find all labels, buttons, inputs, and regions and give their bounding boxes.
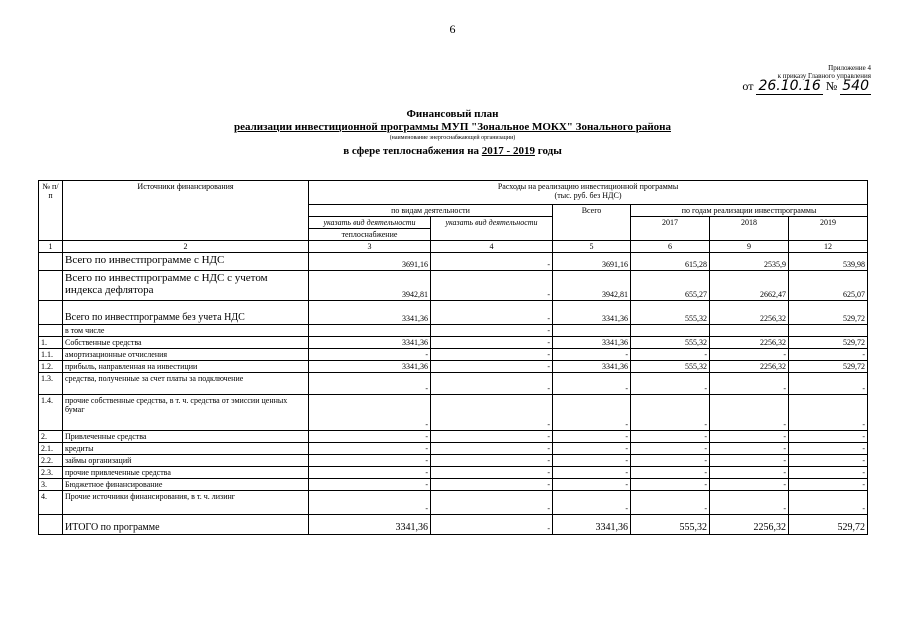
cell-activity-1: 3341,36 <box>309 301 431 325</box>
order-date: 26.10.16 <box>758 78 821 94</box>
row-label: прочие привлеченные средства <box>63 467 309 479</box>
cell-2017: - <box>631 455 710 467</box>
cell-activity-2: - <box>431 443 553 455</box>
row-label: прибыль, направленная на инвестиции <box>63 361 309 373</box>
row-num: 2.1. <box>39 443 63 455</box>
header-activity-hint-1: указать вид деятельности <box>309 217 431 229</box>
table-row <box>39 443 868 455</box>
cell-total: 3341,36 <box>553 301 631 325</box>
cell-2017: - <box>631 373 710 395</box>
cell-2019: 539,98 <box>789 253 868 271</box>
header-source: Источники финансирования <box>63 181 309 241</box>
col-number: 2 <box>63 241 309 253</box>
row-num <box>39 253 63 271</box>
row-label: Бюджетное финансирование <box>63 479 309 491</box>
page-number: 6 <box>449 22 456 36</box>
cell-2018: - <box>710 349 789 361</box>
cell-2019: - <box>789 479 868 491</box>
cell-activity-2: - <box>431 301 553 325</box>
cell-activity-1 <box>309 325 431 337</box>
cell-2019: - <box>789 395 868 431</box>
table-row <box>39 467 868 479</box>
row-num <box>39 325 63 337</box>
cell-activity-2: - <box>431 431 553 443</box>
table-row <box>39 301 868 325</box>
col-number: 5 <box>553 241 631 253</box>
cell-total: 3341,36 <box>553 515 631 535</box>
cell-activity-2: - <box>431 479 553 491</box>
cell-2018: - <box>710 455 789 467</box>
cell-activity-2: - <box>431 271 553 301</box>
appendix-signature-line <box>742 80 871 93</box>
row-label: в том числе <box>63 325 309 337</box>
cell-activity-1: 3691,16 <box>309 253 431 271</box>
appendix-line1: Приложение 4 <box>828 64 871 72</box>
cell-2019: 529,72 <box>789 515 868 535</box>
table-row <box>39 479 868 491</box>
row-num: 1.4. <box>39 395 63 431</box>
cell-2018: - <box>710 491 789 515</box>
row-num: 3. <box>39 479 63 491</box>
cell-2019: - <box>789 467 868 479</box>
heading-note: (наименование энергоснабжающей организации) <box>389 135 516 141</box>
row-num: 1.3. <box>39 373 63 395</box>
row-label: Всего по инвестпрограмме с НДС с учетом индекса дефлятора <box>63 271 309 301</box>
cell-2018: 2256,32 <box>710 515 789 535</box>
cell-2018: 2535,9 <box>710 253 789 271</box>
cell-activity-1: 3341,36 <box>309 337 431 349</box>
cell-2017: - <box>631 479 710 491</box>
cell-activity-1: - <box>309 349 431 361</box>
heading-subtitle: реализации инвестиционной программы МУП "Зональное МОКХ" Зонального района <box>234 121 671 133</box>
cell-2017: - <box>631 467 710 479</box>
header-activity-value-1: теплоснабжение <box>309 229 431 241</box>
header-expenses-unit: (тыс. руб. без НДС) <box>554 191 622 200</box>
cell-2018: - <box>710 395 789 431</box>
cell-activity-1: - <box>309 431 431 443</box>
col-number: 9 <box>710 241 789 253</box>
row-label: Прочие источники финансирования, в т. ч. лизинг <box>63 491 309 515</box>
table-row <box>39 455 868 467</box>
row-num <box>39 301 63 325</box>
table-row <box>39 361 868 373</box>
header-total: Всего <box>553 205 631 241</box>
cell-activity-1: - <box>309 395 431 431</box>
cell-activity-2: - <box>431 325 553 337</box>
cell-2017: - <box>631 431 710 443</box>
cell-total: 3341,36 <box>553 361 631 373</box>
cell-activity-1: 3341,36 <box>309 361 431 373</box>
header-year-2019: 2019 <box>789 217 868 241</box>
row-label: средства, полученные за счет платы за подключение <box>63 373 309 395</box>
cell-2018: - <box>710 431 789 443</box>
table-row <box>39 337 868 349</box>
cell-total: - <box>553 395 631 431</box>
cell-activity-1: - <box>309 479 431 491</box>
cell-2018: - <box>710 373 789 395</box>
cell-total: - <box>553 443 631 455</box>
period-suffix: годы <box>537 145 562 157</box>
row-label: прочие собственные средства, в т. ч. средства от эмиссии ценных бумаг <box>63 395 309 431</box>
cell-2017: 555,32 <box>631 337 710 349</box>
cell-total: - <box>553 373 631 395</box>
row-label: Собственные средства <box>63 337 309 349</box>
row-label: Всего по инвестпрограмме с НДС <box>63 253 309 271</box>
col-number: 1 <box>39 241 63 253</box>
cell-2017: 555,32 <box>631 515 710 535</box>
cell-total: - <box>553 455 631 467</box>
cell-2018: - <box>710 467 789 479</box>
table-row <box>39 395 868 431</box>
cell-total: 3942,81 <box>553 271 631 301</box>
cell-activity-2: - <box>431 395 553 431</box>
cell-activity-1: - <box>309 373 431 395</box>
cell-total: - <box>553 349 631 361</box>
table-row <box>39 491 868 515</box>
period-value: 2017 - 2019 <box>481 145 535 157</box>
table-row-total <box>39 515 868 535</box>
cell-2019 <box>789 325 868 337</box>
row-label: амортизационные отчисления <box>63 349 309 361</box>
row-label: займы организаций <box>63 455 309 467</box>
cell-total: - <box>553 431 631 443</box>
col-number: 6 <box>631 241 710 253</box>
table-row <box>39 373 868 395</box>
cell-2018: - <box>710 479 789 491</box>
cell-total: 3691,16 <box>553 253 631 271</box>
appendix-line2: к приказу Главного управления <box>777 72 871 80</box>
cell-2019: - <box>789 443 868 455</box>
row-num: 1.1. <box>39 349 63 361</box>
table-row <box>39 349 868 361</box>
cell-total <box>553 325 631 337</box>
col-number: 12 <box>789 241 868 253</box>
cell-2017: 555,32 <box>631 301 710 325</box>
row-num: 1. <box>39 337 63 349</box>
header-year-2017: 2017 <box>631 217 710 241</box>
header-year-2018: 2018 <box>710 217 789 241</box>
cell-2017: - <box>631 395 710 431</box>
header-num: № п/п <box>39 181 63 241</box>
col-number: 3 <box>309 241 431 253</box>
cell-2019: 529,72 <box>789 361 868 373</box>
cell-2019: - <box>789 349 868 361</box>
cell-total: - <box>553 479 631 491</box>
cell-activity-2: - <box>431 349 553 361</box>
financial-plan-table <box>38 180 868 535</box>
cell-2017: - <box>631 491 710 515</box>
table-row <box>39 253 868 271</box>
cell-2017: 655,27 <box>631 271 710 301</box>
table-row <box>39 431 868 443</box>
cell-2019: - <box>789 373 868 395</box>
cell-2019: - <box>789 455 868 467</box>
row-num: 2.2. <box>39 455 63 467</box>
date-prefix: от <box>742 79 754 93</box>
document-heading <box>0 108 905 158</box>
cell-activity-1: - <box>309 491 431 515</box>
row-num <box>39 271 63 301</box>
cell-activity-1: - <box>309 467 431 479</box>
cell-activity-2: - <box>431 515 553 535</box>
row-num: 2.3. <box>39 467 63 479</box>
header-expenses <box>309 181 868 205</box>
cell-2017: - <box>631 443 710 455</box>
number-prefix: № <box>825 79 838 93</box>
period-prefix: в сфере теплоснабжения на <box>343 145 480 157</box>
cell-2019: 529,72 <box>789 301 868 325</box>
row-label: Привлеченные средства <box>63 431 309 443</box>
row-num: 2. <box>39 431 63 443</box>
table-row <box>39 271 868 301</box>
cell-2018: 2256,32 <box>710 301 789 325</box>
row-num: 1.2. <box>39 361 63 373</box>
cell-2018: 2256,32 <box>710 337 789 349</box>
header-activity-hint-2: указать вид деятельности <box>431 217 553 241</box>
cell-activity-2: - <box>431 491 553 515</box>
cell-2018 <box>710 325 789 337</box>
header-by-years: по годам реализации инвестпрограммы <box>631 205 868 217</box>
cell-2018: 2256,32 <box>710 361 789 373</box>
cell-total: - <box>553 467 631 479</box>
row-label: кредиты <box>63 443 309 455</box>
heading-title: Финансовый план <box>406 108 499 120</box>
cell-2019: - <box>789 491 868 515</box>
cell-2017: 555,32 <box>631 361 710 373</box>
cell-2017: - <box>631 349 710 361</box>
cell-activity-1: - <box>309 455 431 467</box>
header-by-activity: по видам деятельности <box>309 205 553 217</box>
cell-2019: 529,72 <box>789 337 868 349</box>
cell-2019: 625,07 <box>789 271 868 301</box>
cell-activity-1: 3942,81 <box>309 271 431 301</box>
order-number: 540 <box>842 78 869 94</box>
cell-activity-1: 3341,36 <box>309 515 431 535</box>
cell-2018: 2662,47 <box>710 271 789 301</box>
cell-2017 <box>631 325 710 337</box>
cell-2018: - <box>710 443 789 455</box>
cell-activity-2: - <box>431 373 553 395</box>
cell-activity-2: - <box>431 337 553 349</box>
cell-activity-1: - <box>309 443 431 455</box>
cell-activity-2: - <box>431 467 553 479</box>
cell-total: - <box>553 491 631 515</box>
table-row <box>39 325 868 337</box>
cell-2019: - <box>789 431 868 443</box>
cell-activity-2: - <box>431 253 553 271</box>
col-number: 4 <box>431 241 553 253</box>
cell-total: 3341,36 <box>553 337 631 349</box>
cell-activity-2: - <box>431 361 553 373</box>
row-label: ИТОГО по программе <box>63 515 309 535</box>
row-num <box>39 515 63 535</box>
row-label: Всего по инвестпрограмме без учета НДС <box>63 301 309 325</box>
header-expenses-title: Расходы на реализацию инвестиционной программы <box>497 182 679 191</box>
row-num: 4. <box>39 491 63 515</box>
heading-period-line <box>0 145 905 158</box>
cell-2017: 615,28 <box>631 253 710 271</box>
appendix-note <box>742 64 871 93</box>
cell-activity-2: - <box>431 455 553 467</box>
